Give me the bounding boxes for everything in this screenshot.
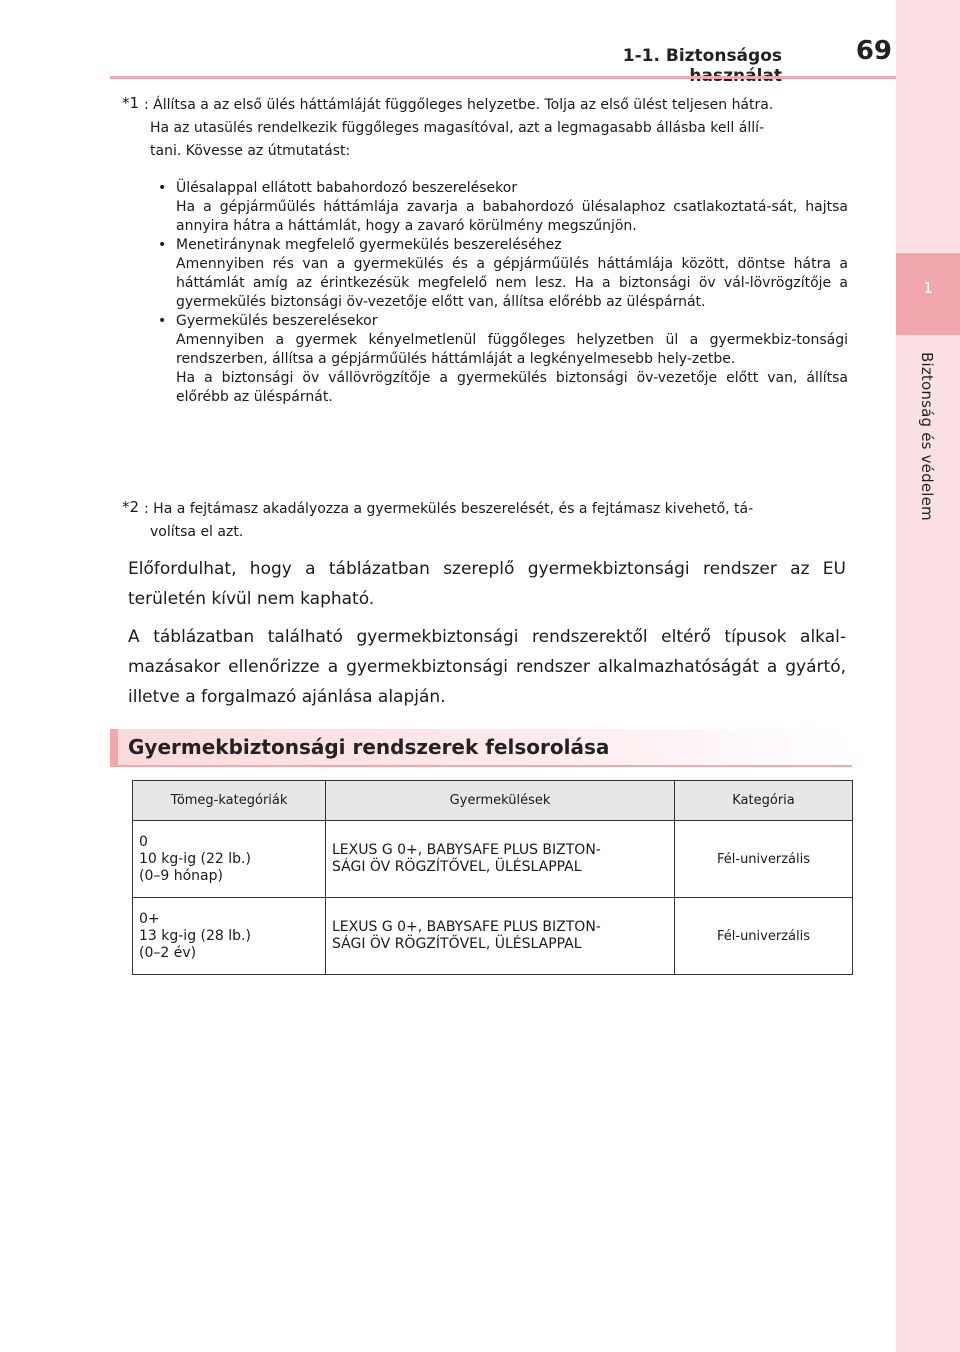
bullet-icon: • [158, 237, 167, 253]
bullet-text: Ha a biztonsági öv vállövrögzítője a gyermekülés biztonsági öv-vezetője előtt van, állítsa előrébb az üléspárnát. [176, 370, 848, 405]
bullet-text: Amennyiben rés van a gyermekülés és a gépjárműülés háttámlája között, döntse hátra a háttámlát amíg az érintkezésük megfelelő nem lesz. Ha a biztonsági öv vál-lövrögzítője a gyermekülés biztonsági öv-vezetője előtt van, állítsa előrébb az üléspárnát. [176, 256, 848, 310]
section-heading-rule [110, 765, 852, 767]
table-header-row [133, 781, 853, 821]
chapter-tab[interactable] [896, 253, 960, 335]
bullet-title: Menetiránynak megfelelő gyermekülés beszereléséhez [176, 237, 562, 253]
bullet-icon: • [158, 313, 167, 329]
weight-group: 0+ [139, 910, 160, 927]
list-item [158, 312, 848, 407]
table-row [133, 898, 853, 975]
section-heading: Gyermekbiztonsági rendszerek felsorolása [128, 735, 610, 759]
footnote-mark: *2 [122, 498, 140, 516]
bullet-icon: • [158, 180, 167, 196]
chapter-title: Biztonság és védelem [918, 352, 936, 521]
column-header: Tömeg-kategóriák [133, 781, 326, 821]
list-item [158, 179, 848, 236]
bullet-title: Gyermekülés beszerelésekor [176, 313, 378, 329]
column-header: Kategória [675, 781, 853, 821]
seat-cell [326, 898, 675, 975]
seat-cell [326, 821, 675, 898]
bullet-text: Amennyiben a gyermek kényelmetlenül függőleges helyzetben ül a gyermekbiz-tonsági rendszerben, állítsa a gépjárműülés háttámláját a legkényelmesebb hely-zetbe. [176, 332, 848, 367]
footnote-line: : Állítsa a az első ülés háttámláját függőleges helyzetbe. Tolja az első ülést teljesen hátra. [144, 97, 774, 113]
seat-line: SÁGI ÖV RÖGZÍTŐVEL, ÜLÉSLAPPAL [332, 859, 582, 875]
footnote-line: : Ha a fejtámasz akadályozza a gyermekülés beszerelését, és a fejtámasz kivehető, tá- [144, 501, 754, 517]
weight-cell [133, 898, 326, 975]
weight-limit: 13 kg-ig (28 lb.) [139, 927, 251, 944]
footnote-line: Ha az utasülés rendelkezik függőleges magasítóval, azt a legmagasabb állásba kell állí- [150, 120, 765, 136]
seat-line: LEXUS G 0+, BABYSAFE PLUS BIZTON- [332, 919, 601, 935]
weight-limit: 10 kg-ig (22 lb.) [139, 850, 251, 867]
chapter-number: 1 [923, 279, 933, 297]
section-title: 1-1. Biztonságos [622, 46, 782, 66]
weight-age: (0–9 hónap) [139, 867, 223, 884]
table-row [133, 821, 853, 898]
header-rule [110, 76, 896, 79]
bullet-list [158, 179, 848, 407]
footnote-1 [122, 94, 848, 163]
footnote-mark: *1 [122, 94, 140, 112]
category-cell: Fél-univerzális [675, 821, 853, 898]
page-number: 69 [855, 36, 892, 66]
bullet-title: Ülésalappal ellátott babahordozó beszerelésekor [176, 180, 518, 196]
body-paragraph: A táblázatban található gyermekbiztonsági rendszerektől eltérő típusok alkal-mazásakor ellenőrizze a gyermekbiztonsági rendszer alkalmazhatóságát a gyártó, illetve a forgalmazó ajánlása alapján. [128, 627, 846, 707]
body-paragraph: Előfordulhat, hogy a táblázatban szereplő gyermekbiztonsági rendszer az EU területén kívül nem kapható. [128, 559, 846, 609]
footnote-2 [122, 498, 848, 544]
seat-line: SÁGI ÖV RÖGZÍTŐVEL, ÜLÉSLAPPAL [332, 936, 582, 952]
bullet-text: Ha a gépjárműülés háttámlája zavarja a babahordozó ülésalaphoz csatlakoztatá-sát, hajtsa annyira hátra a háttámlát, hogy a zavaró körülmény megszűnjön. [176, 199, 848, 234]
section-heading-accent [110, 729, 118, 767]
weight-cell [133, 821, 326, 898]
category-cell: Fél-univerzális [675, 898, 853, 975]
column-header: Gyermekülések [326, 781, 675, 821]
weight-group: 0 [139, 833, 148, 850]
weight-age: (0–2 év) [139, 944, 197, 961]
footnote-line: tani. Kövesse az útmutatást: [150, 143, 351, 159]
footnote-line: volítsa el azt. [150, 524, 244, 540]
list-item [158, 236, 848, 312]
seat-line: LEXUS G 0+, BABYSAFE PLUS BIZTON- [332, 842, 601, 858]
chapter-sidebar [896, 0, 960, 1352]
child-seat-table [132, 780, 853, 975]
